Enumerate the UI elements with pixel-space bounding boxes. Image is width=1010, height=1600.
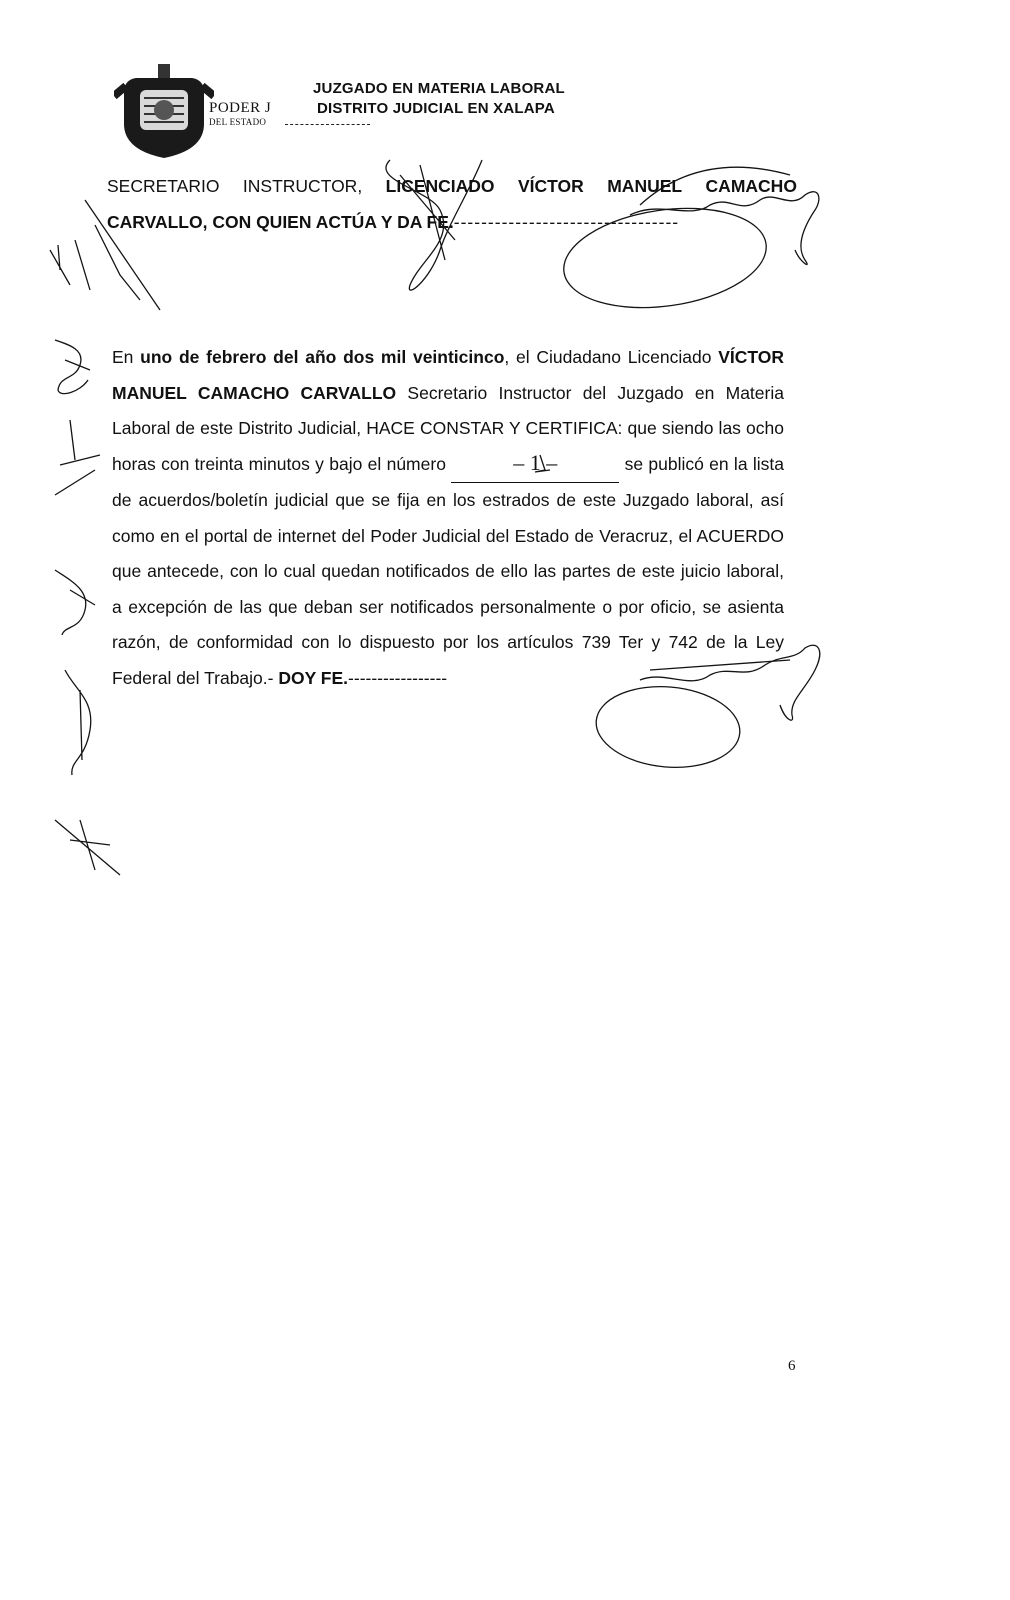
heading-word: SECRETARIO <box>107 176 220 196</box>
page-number: 6 <box>788 1358 796 1374</box>
institution-subtitle: DEL ESTADO <box>209 117 267 127</box>
doy-fe: DOY FE. <box>278 667 349 688</box>
paragraph-text: Secretario Instructor del Juzgado en Materia Laboral de este Distrito Judicial, HACE CONSTAR Y CERTIFICA: que siendo las ocho horas con treinta minutos y bajo el número <box>112 382 784 474</box>
number-blank <box>451 447 619 484</box>
paragraph-text: se publicó en la lista de acuerdos/boletín judicial que se fija en los estrados de este Juzgado laboral, así como en el portal de internet del Poder Judicial del Estado de Veracruz, el ACUERDO que antecede, con lo cual quedan notificados de ello las partes de este juicio laboral, a excepción de las que deban ser notificados personalmente o por oficio, se asienta razón, de conformidad con lo dispuesto por los artículos 739 Ter y 742 de la Ley Federal del Trabajo.- <box>112 453 784 688</box>
court-heading <box>313 79 565 119</box>
court-name: JUZGADO EN MATERIA LABORAL <box>313 80 565 97</box>
heading-word: CAMACHO <box>705 176 797 196</box>
paragraph-text: , el Ciudadano Licenciado <box>504 347 719 367</box>
certification-paragraph <box>112 340 784 696</box>
certification-heading <box>107 168 797 240</box>
certification-line-1 <box>107 168 797 204</box>
paragraph-name: VÍCTOR MANUEL CAMACHO CARVALLO <box>112 347 784 403</box>
paragraph-text: En <box>112 347 141 367</box>
court-seal-icon <box>114 62 214 162</box>
heading-word: VÍCTOR <box>517 176 584 196</box>
certification-line-2 <box>107 204 797 240</box>
dash-filler: ----------------- <box>348 667 448 688</box>
heading-bold-text: CARVALLO, CON QUIEN ACTÚA Y DA FE. <box>107 212 454 232</box>
institution-name: PODER J <box>209 100 272 116</box>
paragraph-date: uno de febrero del año dos mil veinticinco <box>140 347 505 367</box>
heading-word: INSTRUCTOR, <box>242 176 363 196</box>
heading-word: MANUEL <box>607 176 683 196</box>
dash-filler: --------------------------------- <box>453 212 680 232</box>
handwritten-number: – 1 – <box>513 449 558 475</box>
court-district: DISTRITO JUDICIAL EN XALAPA <box>317 100 555 117</box>
heading-word: LICENCIADO <box>385 176 495 196</box>
header-divider <box>285 124 370 125</box>
